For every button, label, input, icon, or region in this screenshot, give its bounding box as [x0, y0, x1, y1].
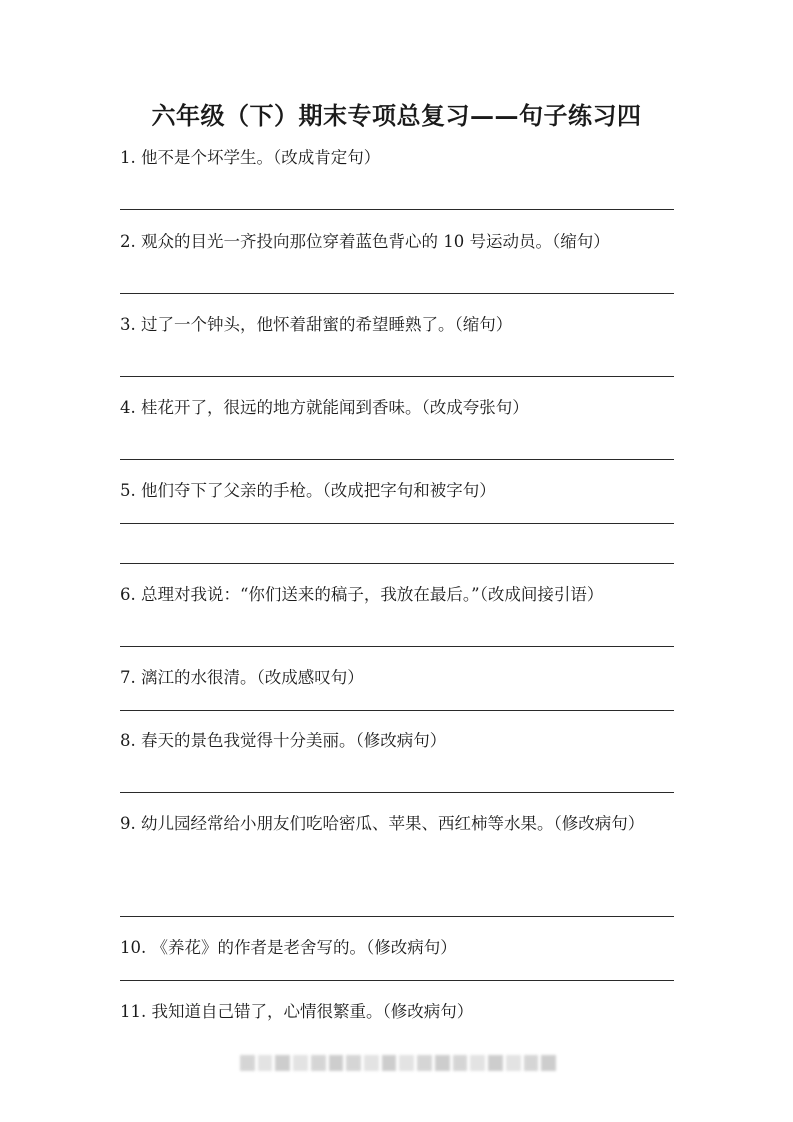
answer-line-4	[120, 459, 674, 460]
question-8: 8. 春天的景色我觉得十分美丽。（修改病句）	[120, 731, 447, 750]
answer-line-5a	[120, 523, 674, 524]
answer-line-9	[120, 916, 674, 917]
answer-line-5b	[120, 563, 674, 564]
question-5: 5. 他们夺下了父亲的手枪。（改成把字句和被字句）	[120, 481, 496, 500]
blurred-footer-watermark	[240, 1055, 556, 1071]
question-7: 7. 漓江的水很清。（改成感叹句）	[120, 668, 364, 687]
answer-line-1	[120, 209, 674, 210]
question-10: 10. 《养花》的作者是老舍写的。（修改病句）	[120, 938, 457, 957]
answer-line-8	[120, 792, 674, 793]
question-11: 11. 我知道自己错了，心情很繁重。（修改病句）	[120, 1002, 474, 1021]
answer-line-10	[120, 980, 674, 981]
question-9: 9. 幼儿园经常给小朋友们吃哈密瓜、苹果、西红柿等水果。（修改病句）	[120, 814, 645, 833]
answer-line-2	[120, 293, 674, 294]
page-title: 六年级（下）期末专项总复习——句子练习四	[151, 101, 642, 130]
answer-line-3	[120, 376, 674, 377]
answer-line-6	[120, 646, 674, 647]
question-4: 4. 桂花开了，很远的地方就能闻到香味。（改成夸张句）	[120, 398, 529, 417]
answer-line-7	[120, 710, 674, 711]
question-2: 2. 观众的目光一齐投向那位穿着蓝色背心的 10 号运动员。（缩句）	[120, 232, 610, 251]
question-6: 6. 总理对我说：“你们送来的稿子，我放在最后。”（改成间接引语）	[120, 585, 604, 604]
question-3: 3. 过了一个钟头，他怀着甜蜜的希望睡熟了。（缩句）	[120, 315, 513, 334]
question-1: 1. 他不是个坏学生。（改成肯定句）	[120, 148, 381, 167]
